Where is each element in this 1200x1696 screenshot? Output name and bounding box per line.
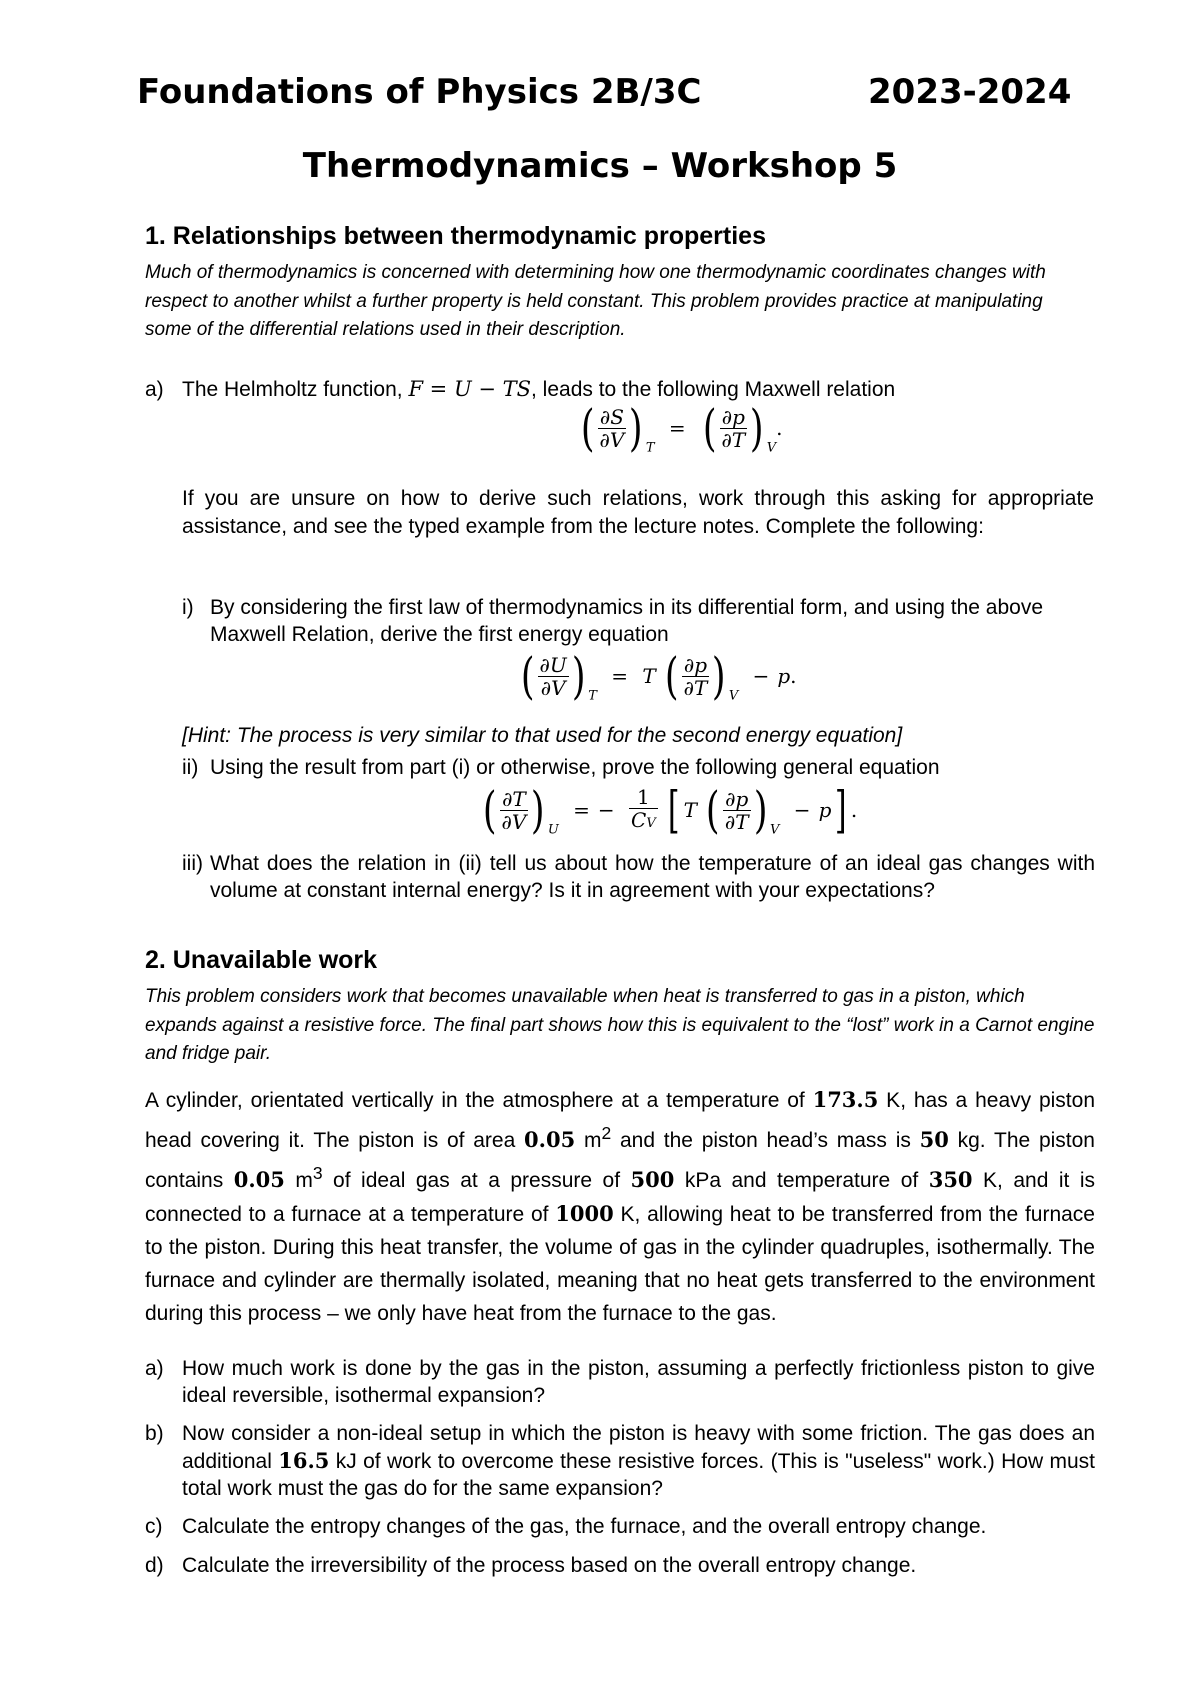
course-title: Foundations of Physics 2B/3C xyxy=(137,72,702,112)
academic-year: 2023-2024 xyxy=(868,72,1072,112)
q2-b-text: Now consider a non-ideal setup in which the piston is heavy with some friction. The gas does an additional 16.5 kJ of work to overcome these resistive forces. (This is "useless" work.) How must total work must the gas do for the same expansion? xyxy=(182,1422,1095,1500)
q1-i-label: i) xyxy=(182,596,194,619)
q2-d-label: d) xyxy=(145,1554,164,1577)
q1-intro: Much of thermodynamics is concerned with determining how one thermodynamic coordinates changes with respect to another whilst a further property is held constant. This problem provides practice at manipulating some of the differential relations used in their description. xyxy=(145,262,1046,340)
q2-c-text: Calculate the entropy changes of the gas, the furnace, and the overall entropy change. xyxy=(182,1515,987,1538)
page-title: Thermodynamics – Workshop 5 xyxy=(302,146,898,186)
q1-hint: [Hint: The process is very similar to that used for the second energy equation] xyxy=(182,724,903,747)
q2-paragraph: A cylinder, orientated vertically in the atmosphere at a temperature of 173.5 K, has a heavy piston head covering it. The piston is of area 0.05 $m^2$ and the piston head’s mass is 50 kg. The piston contains 0.05 $m^3$ of ideal gas at a pressure of 500 kPa and temperature of 350 K, and it is connected to a furnace at a temperature of 1000 K, allowing heat to be transferred from the furnace to the piston. During this heat transfer, the volume of gas in the cylinder quadruples, isothermally. The furnace and cylinder are thermally isolated, meaning that no heat gets transferred to the environment during this process – we only have heat from the furnace to the gas. xyxy=(145,1087,1095,1325)
furnace-temperature: 1000 xyxy=(555,1201,614,1226)
gas-temperature: 350 xyxy=(928,1167,973,1192)
q2-d-text: Calculate the irreversibility of the process based on the overall entropy change. xyxy=(182,1554,917,1577)
q1-a-label: a) xyxy=(145,378,164,401)
q1-i-text: By considering the first law of thermodynamics in its differential form, and using the above Maxwell Relation, derive the first energy equation xyxy=(210,596,1044,646)
helmholtz-function: F = U − TS xyxy=(408,377,531,401)
q1-guidance: If you are unsure on how to derive such relations, work through this asking for appropriate assistance, and see the typed example from the lecture notes. Complete the following: xyxy=(182,487,1094,538)
maxwell-relation: ( $\frac{\partial S}{\partial V}$ ) $_T$ = ( $\frac{\partial p}{\partial T}$ ) $_V$. xyxy=(580,399,783,457)
q2-a-text: How much work is done by the gas in the piston, assuming a perfectly frictionless piston to give ideal reversible, isothermal expansion? xyxy=(182,1357,1095,1407)
q1-ii-text: Using the result from part (i) or otherwise, prove the following general equation xyxy=(210,756,940,779)
gas-volume: 0.05 xyxy=(233,1167,285,1192)
q2-c-label: c) xyxy=(145,1515,163,1538)
q2-intro: This problem considers work that becomes unavailable when heat is transferred to gas in a piston, which expands against a resistive force. The final part shows how this is equivalent to the “lost” work in a Carnot engine and fridge pair. xyxy=(145,986,1095,1064)
gas-pressure: 500 xyxy=(630,1167,675,1192)
general-equation: ( $\frac{\partial T}{\partial V}$ ) $_U$ = − $\frac{1}{CV}$ [ T ( $\frac{\partial p}{\partial T}$ ) $_V$ − p] . xyxy=(482,781,858,839)
useless-work-value: 16.5 xyxy=(278,1448,330,1473)
atmosphere-temperature: 173.5 xyxy=(812,1087,879,1112)
q1-a-text-post: , leads to the following Maxwell relation xyxy=(531,378,896,401)
q1-iii-label: iii) xyxy=(182,852,203,875)
piston-area: 0.05 xyxy=(524,1127,576,1152)
q1-a-text-pre: The Helmholtz function, xyxy=(182,378,409,401)
first-energy-equation: ( $\frac{\partial U}{\partial V}$ ) $_T$ = T ( $\frac{\partial p}{\partial T}$ ) $_V$ − p. xyxy=(520,647,797,705)
q1-iii-text: What does the relation in (ii) tell us about how the temperature of an ideal gas changes with volume at constant internal energy? Is it in agreement with your expectations? xyxy=(210,852,1095,902)
piston-mass: 50 xyxy=(919,1127,949,1152)
q2-heading: 2. Unavailable work xyxy=(145,946,378,974)
q1-a-text xyxy=(182,376,1062,403)
q2-a-label: a) xyxy=(145,1357,164,1380)
q1-ii-label: ii) xyxy=(182,756,199,779)
q1-heading: 1. Relationships between thermodynamic properties xyxy=(145,222,766,250)
q2-b-label: b) xyxy=(145,1422,164,1445)
